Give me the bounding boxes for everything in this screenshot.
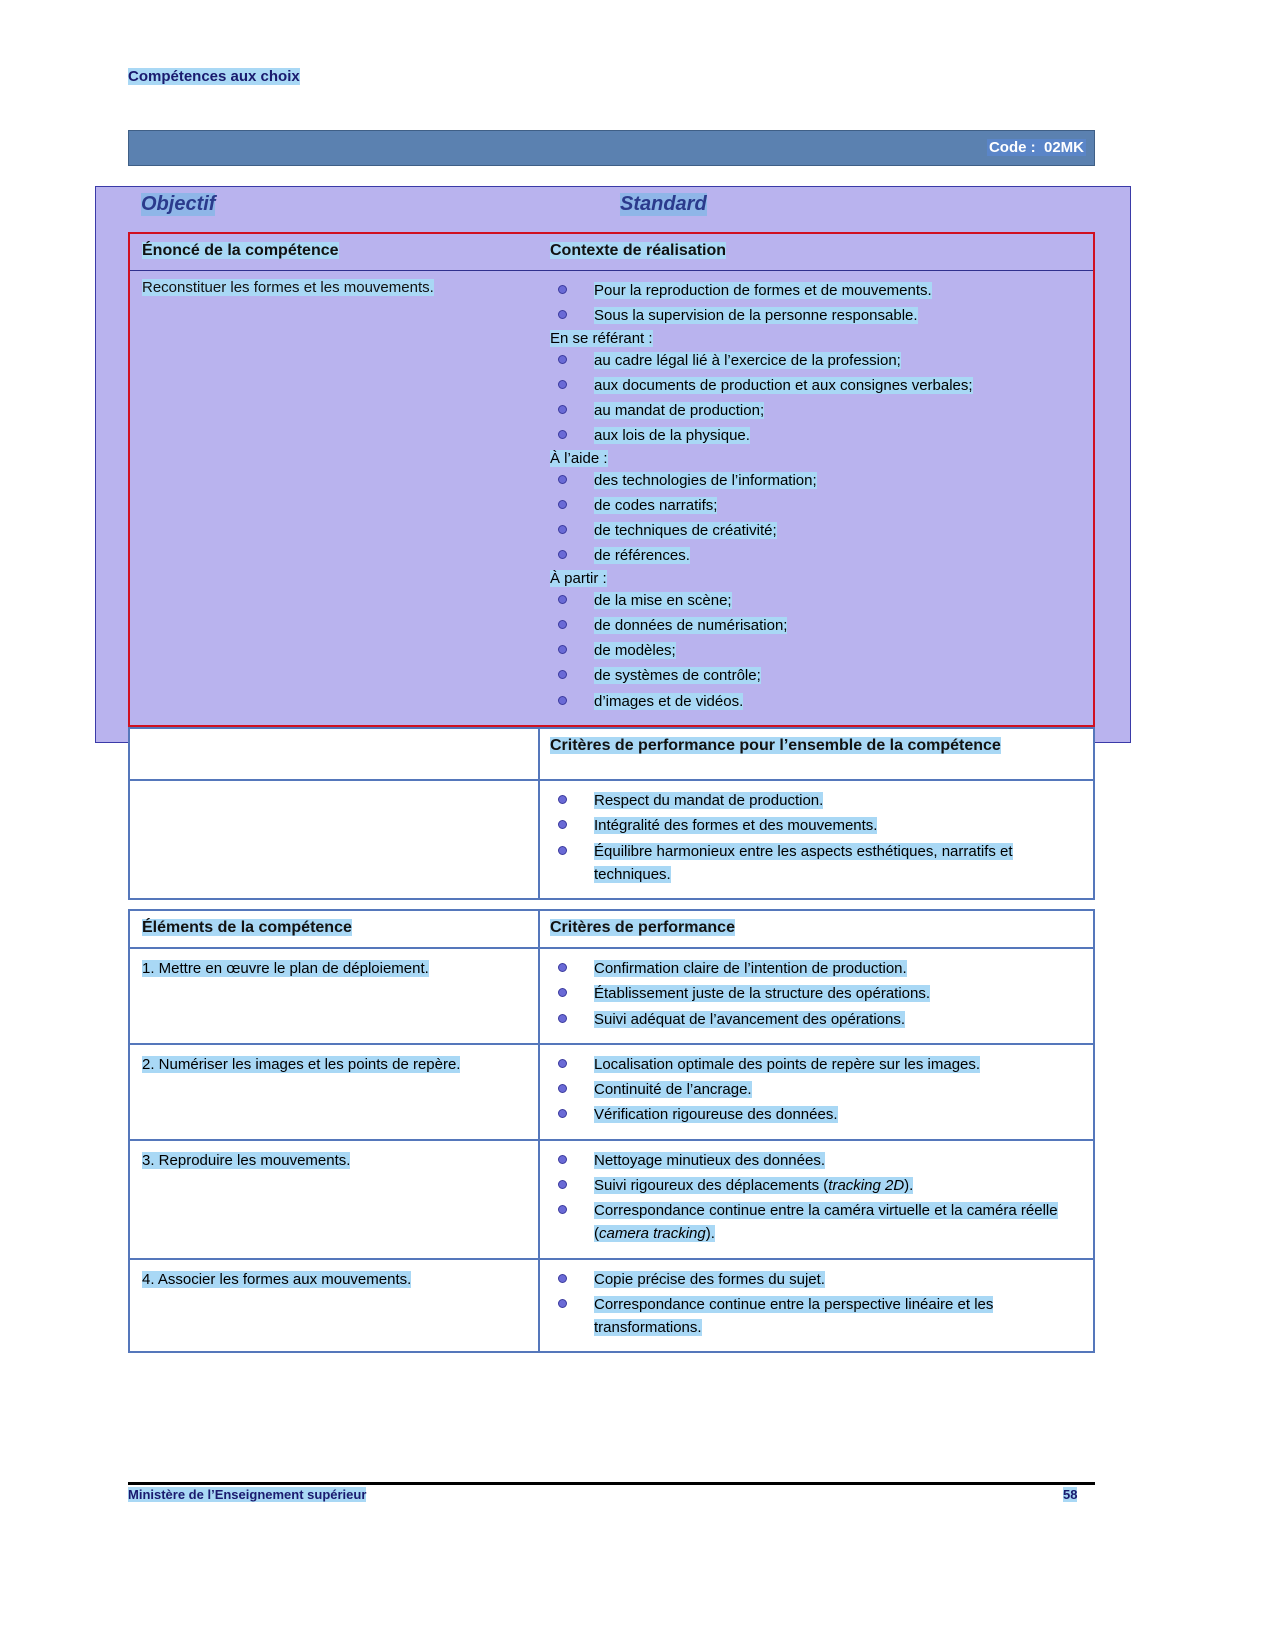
bullet-icon bbox=[558, 500, 567, 509]
list-item bbox=[550, 304, 1083, 327]
list-item: Équilibre harmonieux entre les aspects esthétiques, narratifs et techniques. bbox=[550, 840, 1083, 887]
footer-ministry: Ministère de l’Enseignement supérieur bbox=[128, 1487, 367, 1502]
bullet-icon bbox=[558, 1299, 567, 1308]
criteria-list bbox=[550, 957, 1083, 1031]
bullet-icon bbox=[558, 846, 567, 855]
elements-header-row bbox=[130, 911, 1093, 949]
code-value bbox=[987, 139, 1086, 156]
list-item: de modèles; bbox=[550, 639, 1083, 662]
list-item: au cadre légal lié à l’exercice de la profession; bbox=[550, 349, 1083, 372]
bullet-icon bbox=[558, 1274, 567, 1283]
enonce-text: Reconstituer les formes et les mouvements. bbox=[142, 279, 434, 296]
list-item: Intégralité des formes et des mouvements. bbox=[550, 814, 1083, 837]
criteria-cell bbox=[540, 1045, 1093, 1139]
code-bar bbox=[128, 130, 1095, 166]
list-item: Suivi rigoureux des déplacements (tracking 2D). bbox=[550, 1174, 1083, 1197]
bullet-icon bbox=[558, 1014, 567, 1023]
bullet-icon bbox=[558, 355, 567, 364]
elements-header-left-cell bbox=[130, 911, 540, 947]
criteria-cell bbox=[540, 1141, 1093, 1258]
list-item: Établissement juste de la structure des opérations. bbox=[550, 982, 1083, 1005]
bullet-icon bbox=[558, 670, 567, 679]
bullet-icon bbox=[558, 963, 567, 972]
list-item: Nettoyage minutieux des données. bbox=[550, 1149, 1083, 1172]
ensemble-criteria-cell bbox=[540, 781, 1093, 898]
contexte-header: Contexte de réalisation bbox=[550, 242, 727, 259]
bullet-icon bbox=[558, 620, 567, 629]
code-label: Code : bbox=[988, 139, 1036, 156]
bullet-icon bbox=[558, 310, 567, 319]
bullet-icon bbox=[558, 696, 567, 705]
bullet-icon bbox=[558, 550, 567, 559]
element-cell bbox=[130, 949, 540, 1043]
element-cell bbox=[130, 1045, 540, 1139]
element-text-wrap: 4. Associer les formes aux mouvements. bbox=[142, 1270, 412, 1288]
list-item: aux documents de production et aux consignes verbales; bbox=[550, 374, 1083, 397]
criteria-cell bbox=[540, 1260, 1093, 1352]
list-item: Confirmation claire de l’intention de production. bbox=[550, 957, 1083, 980]
list-item: Respect du mandat de production. bbox=[550, 789, 1083, 812]
bullet-icon bbox=[558, 405, 567, 414]
list-item: de systèmes de contrôle; bbox=[550, 664, 1083, 687]
contexte-group-lead: En se référant : bbox=[550, 329, 653, 347]
list-item: des technologies de l’information; bbox=[550, 469, 1083, 492]
elements-header-right-cell bbox=[540, 911, 1093, 947]
table-row bbox=[130, 1141, 1093, 1260]
footer-divider bbox=[128, 1482, 1095, 1485]
bullet-icon bbox=[558, 1084, 567, 1093]
competence-header-right-cell bbox=[540, 234, 1093, 270]
bullet-icon bbox=[558, 430, 567, 439]
competence-table-header-row bbox=[130, 234, 1093, 271]
bullet-icon bbox=[558, 1109, 567, 1118]
list-item: Suivi adéquat de l’avancement des opérations. bbox=[550, 1008, 1083, 1031]
standard-label: Standard bbox=[620, 193, 707, 215]
ensemble-empty-cell bbox=[130, 729, 540, 779]
ensemble-body-row bbox=[130, 781, 1093, 898]
bullet-icon bbox=[558, 1205, 567, 1214]
page-number: 58 bbox=[1063, 1487, 1078, 1502]
element-text-wrap: 2. Numériser les images et les points de repère. bbox=[142, 1055, 461, 1073]
list-item: Copie précise des formes du sujet. bbox=[550, 1268, 1083, 1291]
bullet-icon bbox=[558, 645, 567, 654]
element-cell bbox=[130, 1260, 540, 1352]
elements-header-right: Critères de performance bbox=[550, 919, 735, 936]
criteria-cell bbox=[540, 949, 1093, 1043]
bullet-icon bbox=[558, 988, 567, 997]
contexte-group-lead: À partir : bbox=[550, 569, 607, 587]
contexte-top-list bbox=[550, 279, 1083, 328]
bullet-icon bbox=[558, 1180, 567, 1189]
list-item: de codes narratifs; bbox=[550, 494, 1083, 517]
list-item: de données de numérisation; bbox=[550, 614, 1083, 637]
ensemble-header-text: Critères de performance pour l’ensemble de la compétence bbox=[550, 737, 1001, 754]
contexte-bullet-text: Sous la supervision de la personne responsable. bbox=[594, 307, 918, 325]
bullet-icon bbox=[558, 285, 567, 294]
code-number: 02MK bbox=[1043, 139, 1084, 156]
list-item: de techniques de créativité; bbox=[550, 519, 1083, 542]
enonce-header: Énoncé de la compétence bbox=[142, 242, 339, 259]
list-item: aux lois de la physique. bbox=[550, 424, 1083, 447]
ensemble-header-row bbox=[130, 729, 1093, 781]
list-item: Vérification rigoureuse des données. bbox=[550, 1103, 1083, 1126]
list-item: Correspondance continue entre la perspective linéaire et les transformations. bbox=[550, 1293, 1083, 1340]
table-row bbox=[130, 949, 1093, 1045]
bullet-icon bbox=[558, 1155, 567, 1164]
element-cell bbox=[130, 1141, 540, 1258]
contexte-group-lead: À l’aide : bbox=[550, 449, 608, 467]
list-item: Localisation optimale des points de repère sur les images. bbox=[550, 1053, 1083, 1076]
bullet-icon bbox=[558, 1059, 567, 1068]
bullet-icon bbox=[558, 820, 567, 829]
ensemble-criteria-list bbox=[550, 789, 1083, 886]
element-text-wrap: 1. Mettre en œuvre le plan de déploiement. bbox=[142, 960, 429, 977]
bullet-icon bbox=[558, 525, 567, 534]
criteria-list bbox=[550, 1149, 1083, 1246]
list-item: de références. bbox=[550, 544, 1083, 567]
bullet-icon bbox=[558, 795, 567, 804]
list-item: Correspondance continue entre la caméra virtuelle et la caméra réelle (camera tracking). bbox=[550, 1199, 1083, 1246]
table-row bbox=[130, 1260, 1093, 1352]
competence-table-body-row bbox=[130, 271, 1093, 725]
elements-header-left: Éléments de la compétence bbox=[142, 919, 352, 936]
element-text-wrap: 3. Reproduire les mouvements. bbox=[142, 1151, 351, 1169]
table-row bbox=[130, 1045, 1093, 1141]
contexte-group-list-1 bbox=[550, 349, 1083, 448]
bullet-icon bbox=[558, 595, 567, 604]
section-title: Compétences aux choix bbox=[128, 68, 300, 85]
ensemble-header-cell bbox=[540, 729, 1093, 779]
contexte-bullet-text: Pour la reproduction de formes et de mouvements. bbox=[594, 282, 932, 299]
contexte-group-list-3 bbox=[550, 589, 1083, 713]
criteria-list bbox=[550, 1053, 1083, 1127]
enonce-cell bbox=[130, 271, 540, 725]
contexte-group-list-2 bbox=[550, 469, 1083, 568]
list-item: d’images et de vidéos. bbox=[550, 690, 1083, 713]
list-item: au mandat de production; bbox=[550, 399, 1083, 422]
ensemble-empty-cell-2 bbox=[130, 781, 540, 898]
bullet-icon bbox=[558, 380, 567, 389]
list-item: de la mise en scène; bbox=[550, 589, 1083, 612]
competence-table bbox=[128, 232, 1095, 727]
elements-table bbox=[128, 909, 1095, 1353]
list-item: Continuité de l’ancrage. bbox=[550, 1078, 1083, 1101]
objectif-label: Objectif bbox=[141, 193, 216, 215]
bullet-icon bbox=[558, 475, 567, 484]
contexte-cell bbox=[540, 271, 1093, 725]
competence-header-left-cell bbox=[130, 234, 540, 270]
criteria-list bbox=[550, 1268, 1083, 1340]
ensemble-criteria-table bbox=[128, 727, 1095, 900]
list-item bbox=[550, 279, 1083, 302]
